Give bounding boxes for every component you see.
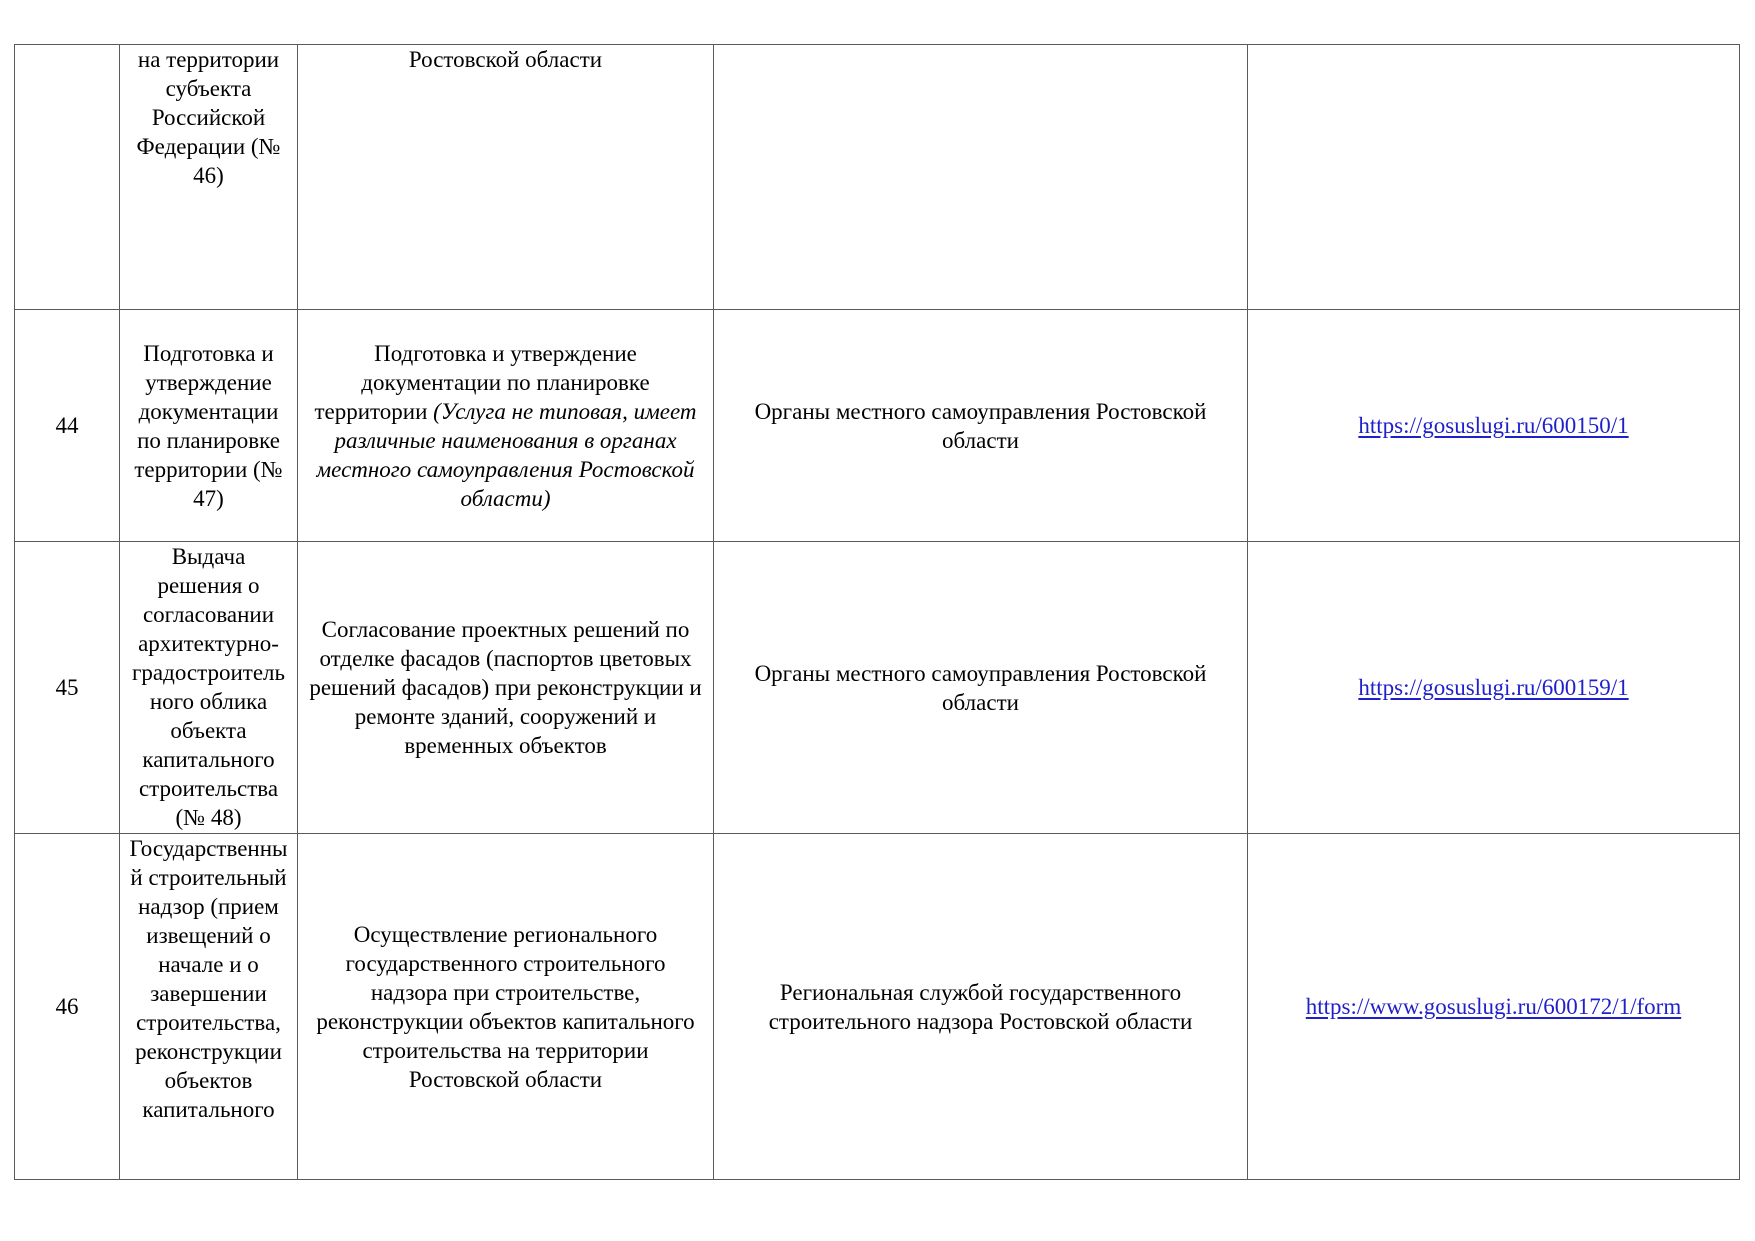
service-description-note: (Услуга не типовая, имеет различные наименования в органах местного самоуправления Ростовской области) (316, 398, 697, 511)
service-name: Государственный строительный надзор (прием извещений о начале и о завершении строительства, реконструкции объектов капитального (129, 836, 288, 1122)
organization-cell (714, 45, 1248, 310)
service-description-cell (298, 542, 714, 834)
service-name-cell (120, 834, 298, 1180)
organization-cell (714, 542, 1248, 834)
service-name-cell (120, 45, 298, 310)
service-link[interactable]: https://gosuslugi.ru/600159/1 (1358, 675, 1629, 700)
service-description: Подготовка и утверждение документации по планировке территории (314, 340, 650, 424)
service-link[interactable]: https://gosuslugi.ru/600150/1 (1358, 413, 1629, 438)
table-row (15, 310, 1740, 542)
service-description-cell (298, 45, 714, 310)
table-row (15, 542, 1740, 834)
row-number-cell (15, 310, 120, 542)
organization: Органы местного самоуправления Ростовской области (754, 660, 1207, 715)
organization-cell (714, 310, 1248, 542)
row-number-cell (15, 834, 120, 1180)
table-row (15, 834, 1740, 1180)
link-cell (1248, 310, 1740, 542)
link-cell (1248, 45, 1740, 310)
service-link[interactable]: https://www.gosuslugi.ru/600172/1/form (1305, 994, 1682, 1019)
service-name: на территории субъекта Российской Федерации (№ 46) (136, 47, 281, 188)
service-description: Ростовской области (408, 47, 603, 72)
service-description-cell (298, 310, 714, 542)
organization-cell (714, 834, 1248, 1180)
services-table (14, 44, 1740, 1180)
row-number-cell (15, 45, 120, 310)
service-name: Выдача решения о согласовании архитектурно-градостроительного облика объекта капитального строительства (№ 48) (132, 544, 285, 830)
row-number: 45 (55, 675, 79, 700)
link-cell (1248, 542, 1740, 834)
organization: Региональная службой государственного строительного надзора Ростовской области (768, 979, 1193, 1034)
service-name-cell (120, 542, 298, 834)
link-cell (1248, 834, 1740, 1180)
service-description-cell (298, 834, 714, 1180)
row-number: 44 (55, 413, 79, 438)
table-row-continuation (15, 45, 1740, 310)
row-number: 46 (55, 994, 79, 1019)
service-name-cell (120, 310, 298, 542)
organization: Органы местного самоуправления Ростовской области (754, 398, 1207, 453)
service-description: Согласование проектных решений по отделке фасадов (паспортов цветовых решений фасадов) при реконструкции и ремонте зданий, сооружений и временных объектов (309, 617, 702, 758)
service-name: Подготовка и утверждение документации по планировке территории (№ 47) (134, 340, 283, 511)
row-number-cell (15, 542, 120, 834)
service-description: Осуществление регионального государственного строительного надзора при строительстве, реконструкции объектов капитального строительства на территории Ростовской области (316, 921, 695, 1092)
